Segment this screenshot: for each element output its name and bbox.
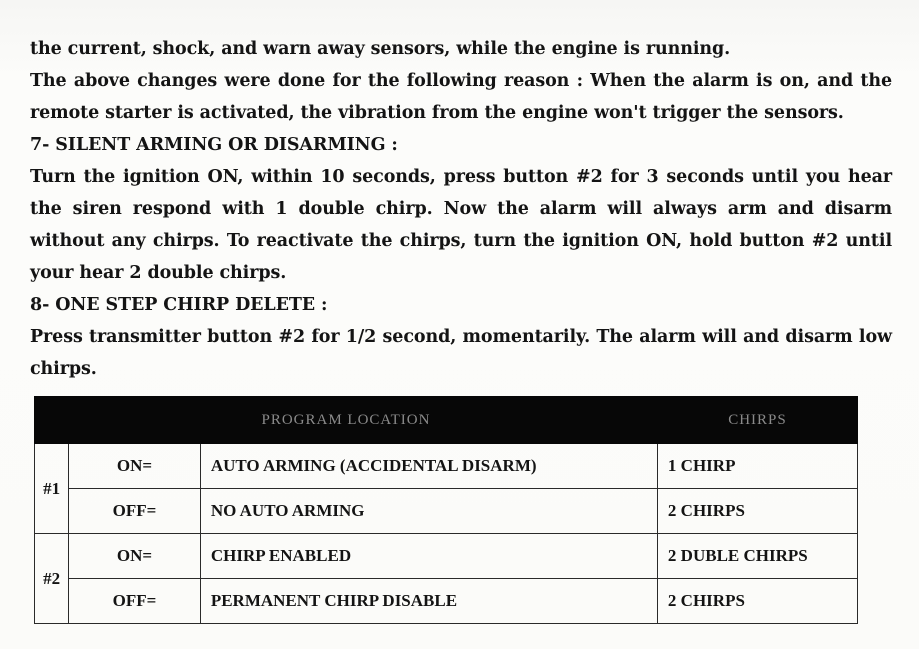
location-number: #1 — [35, 444, 69, 534]
table-row — [35, 444, 858, 489]
header-chirps: CHIRPS — [657, 397, 857, 444]
section-heading-7: 7- SILENT ARMING OR DISARMING : — [30, 135, 398, 155]
text-line: chirps. — [30, 359, 97, 379]
table-row — [35, 579, 858, 624]
text-line: without any chirps. To reactivate the chirps, turn the ignition ON, hold button #2 until — [30, 231, 892, 251]
chirps-cell: 2 CHIRPS — [657, 489, 857, 534]
table-row — [35, 489, 858, 534]
state-cell: OFF= — [69, 489, 201, 534]
table-header-row — [35, 397, 858, 444]
description-cell: AUTO ARMING (ACCIDENTAL DISARM) — [200, 444, 657, 489]
state-cell: ON= — [69, 444, 201, 489]
section-heading-8: 8- ONE STEP CHIRP DELETE : — [30, 295, 328, 315]
state-cell: ON= — [69, 534, 201, 579]
chirps-cell: 2 DUBLE CHIRPS — [657, 534, 857, 579]
description-cell: CHIRP ENABLED — [200, 534, 657, 579]
text-line: the siren respond with 1 double chirp. Now the alarm will always arm and disarm — [30, 199, 892, 219]
description-cell: NO AUTO ARMING — [200, 489, 657, 534]
text-line: The above changes were done for the following reason : When the alarm is on, and the — [30, 71, 892, 91]
text-line: the current, shock, and warn away sensors, while the engine is running. — [30, 39, 731, 59]
table-row — [35, 534, 858, 579]
description-cell: PERMANENT CHIRP DISABLE — [200, 579, 657, 624]
instruction-text — [30, 33, 892, 385]
header-program-location: PROGRAM LOCATION — [35, 397, 658, 444]
text-line: your hear 2 double chirps. — [30, 263, 287, 283]
text-line: Press transmitter button #2 for 1/2 second, momentarily. The alarm will and disarm low — [30, 327, 892, 347]
location-number: #2 — [35, 534, 69, 624]
chirps-cell: 2 CHIRPS — [657, 579, 857, 624]
state-cell: OFF= — [69, 579, 201, 624]
text-line: remote starter is activated, the vibration from the engine won't trigger the sensors. — [30, 103, 844, 123]
text-line: Turn the ignition ON, within 10 seconds, press button #2 for 3 seconds until you hear — [30, 167, 892, 187]
chirps-cell: 1 CHIRP — [657, 444, 857, 489]
program-table — [34, 396, 858, 624]
